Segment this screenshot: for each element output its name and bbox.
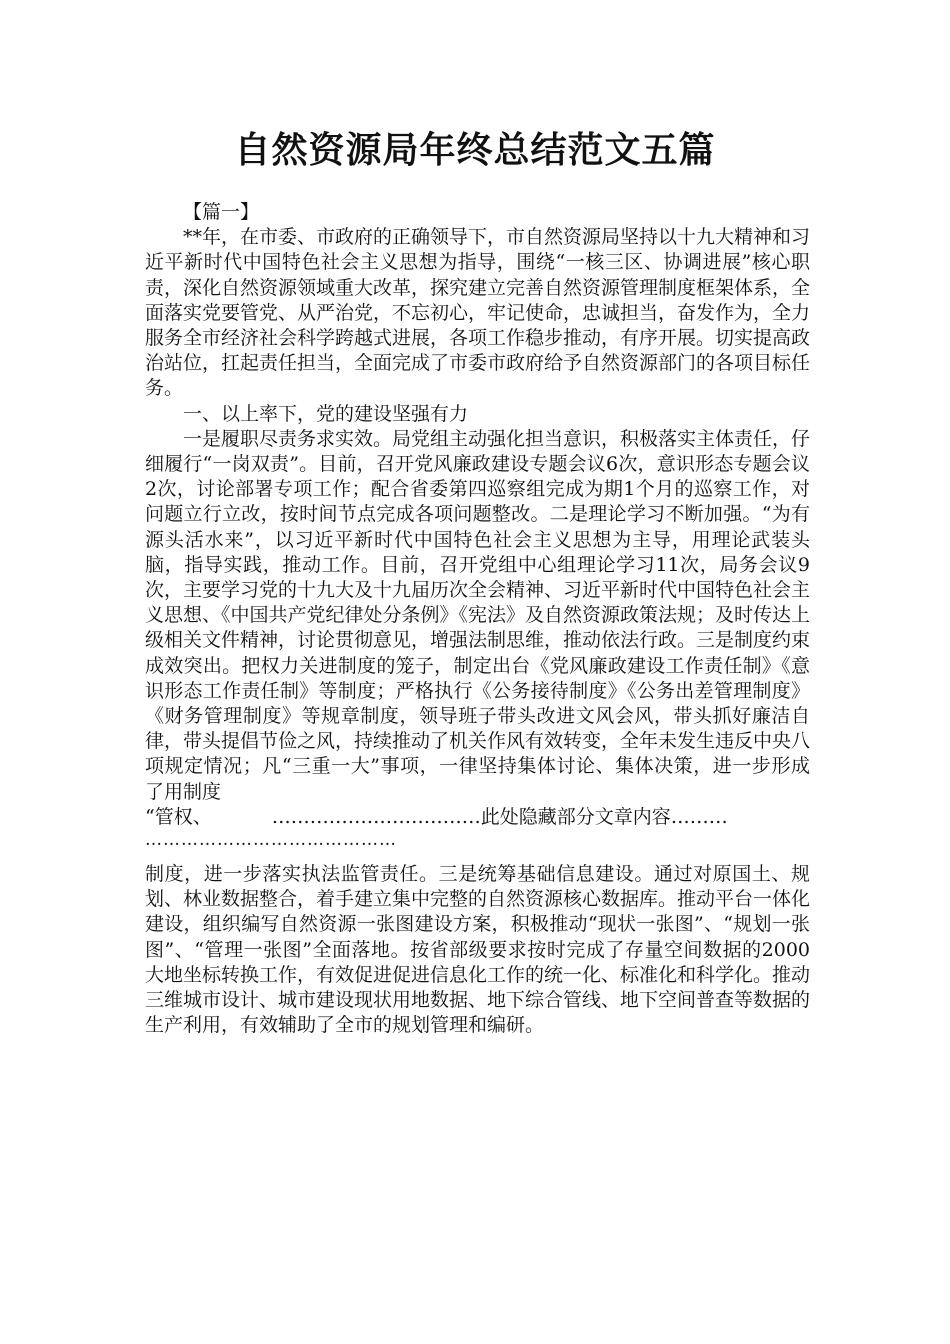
hidden-content-notice: ……………………………此处隐藏部分文章内容……… xyxy=(271,805,728,828)
hidden-content-line xyxy=(145,805,810,830)
body-paragraph: 一是履职尽责务求实效。局党组主动强化担当意识，积极落实主体责任，仔细履行“一岗双责”。目前，召开党风廉政建设专题会议6次，意识形态专题会议2次，讨论部署专项工作；配合省委第四巡察组完成为期1个月的巡察工作，对问题立行立改，按时间节点完成各项问题整改。二是理论学习不断加强。“为有源头活水来”，以习近平新时代中国特色社会主义思想为主导，用理论武装头脑，指导实践，推动工作。目前，召开党组中心组理论学习11次，局务会议9次，主要学习党的十九大及十九届历次全会精神、习近平新时代中国特色社会主义思想、《中国共产党纪律处分条例》《宪法》及自然资源政策法规；及时传达上级相关文件精神，讨论贯彻意见，增强法制思维，推动依法行政。三是制度约束成效突出。把权力关进制度的笼子，制定出台《党风廉政建设工作责任制》《意识形态工作责任制》等制度；严格执行《公务接待制度》《公务出差管理制度》《财务管理制度》等规章制度，领导班子带头改进文风会风，带头抓好廉洁自律，带头提倡节俭之风，持续推动了机关作风有效转变，全年未发生违反中央八项规定情况；凡“三重一大”事项，一律坚持集体讨论、集体决策，进一步形成了用制度 xyxy=(145,427,811,803)
document-title: 自然资源局年终总结范文五篇 xyxy=(234,130,716,171)
document-body xyxy=(145,200,810,1039)
hidden-lead-text: “管权、 xyxy=(145,805,212,828)
continuation-paragraph: 制度，进一步落实执法监管责任。三是统筹基础信息建设。通过对原国土、规划、林业数据整合，着手建立集中完整的自然资源核心数据库。推动平台一体化建设，组织编写自然资源一张图建设方案，积极推动“现状一张图”、“规划一张图”、“管理一张图”全面落地。按省部级要求按时完成了存量空间数据的2000大地坐标转换工作，有效促进促进信息化工作的统一化、标准化和科学化。推动三维城市设计、城市建设现状用地数据、地下综合管线、地下空间普查等数据的生产利用，有效辅助了全市的规划管理和编研。 xyxy=(145,863,811,1037)
section-heading: 一、以上率下，党的建设坚强有力 xyxy=(183,402,469,425)
hidden-content-dots: …………………………………… xyxy=(145,830,397,851)
section-tag: 【篇一】 xyxy=(183,201,260,223)
intro-paragraph: **年，在市委、市政府的正确领导下，市自然资源局坚持以十九大精神和习近平新时代中国特色社会主义思想为指导，围绕“一核三区、协调进展”核心职责，深化自然资源领域重大改革，探究建立完善自然资源管理制度框架体系，全面落实党要管党、从严治党，不忘初心，牢记使命，忠诚担当，奋发作为，全力服务全市经济社会科学跨越式进展，各项工作稳步推动，有序开展。切实提高政治站位，扛起责任担当，全面完成了市委市政府给予自然资源部门的各项目标任务。 xyxy=(145,226,811,400)
